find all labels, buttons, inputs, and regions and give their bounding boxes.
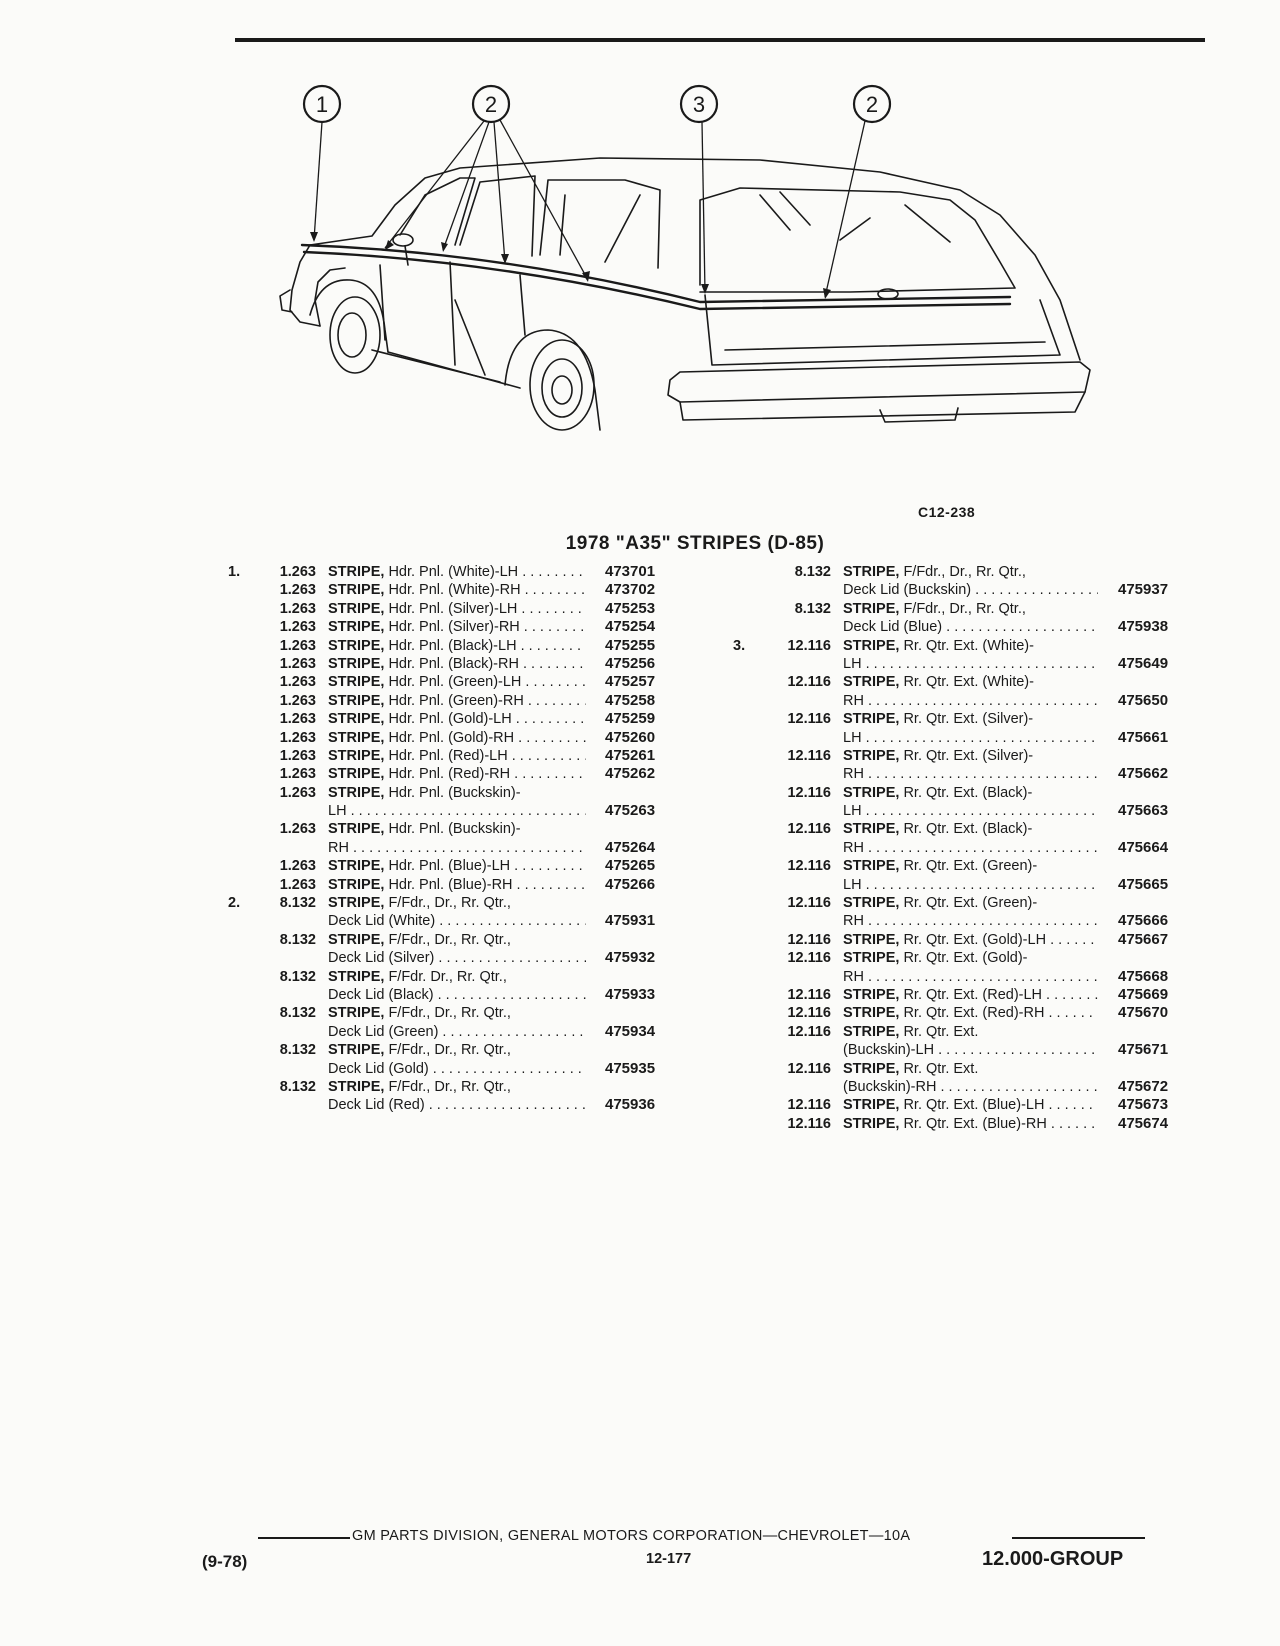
part-description-cont: [328, 949, 586, 967]
callout-3: 3: [692, 92, 706, 117]
description-text: F/Fdr., Dr., Rr. Qtr.,: [903, 564, 1026, 580]
illustration-ref: 12.116: [787, 1023, 831, 1040]
part-description-cont: [843, 1078, 1098, 1096]
part-number: 475665: [1118, 875, 1169, 893]
part-name: STRIPE,: [328, 637, 385, 654]
illustration-ref: 12.116: [787, 931, 831, 948]
description-text: Hdr. Pnl. (Red)-RH: [388, 766, 511, 783]
part-number: 475260: [605, 728, 656, 746]
illustration-ref: 1.263: [279, 729, 316, 746]
illustration-ref: 1.263: [279, 766, 316, 783]
illustration-ref: 8.132: [279, 1005, 316, 1022]
description-text: LH: [843, 876, 862, 893]
callout-1: 1: [315, 92, 329, 117]
part-name: STRIPE,: [843, 895, 900, 912]
part-description-cont: [328, 839, 586, 857]
part-description: [843, 986, 1098, 1004]
illustration-ref: 1.263: [279, 564, 316, 580]
description-text: RH: [843, 913, 864, 930]
part-number: 473702: [605, 581, 656, 599]
part-description: [843, 747, 1098, 765]
part-name: STRIPE,: [843, 564, 900, 580]
part-description: [843, 894, 1098, 912]
description-text: (Buckskin)-RH: [843, 1078, 937, 1095]
description-text: F/Fdr., Dr., Rr. Qtr.,: [388, 1005, 511, 1022]
part-name: STRIPE,: [328, 931, 385, 948]
part-number: 475259: [605, 710, 656, 728]
footer-rule-right: [1012, 1537, 1145, 1539]
illustration-ref: 1.263: [279, 784, 316, 801]
part-description: [328, 857, 586, 875]
illustration-ref: 1.263: [279, 655, 316, 672]
part-description-cont: [843, 968, 1098, 986]
part-description-cont: [843, 765, 1098, 783]
part-name: STRIPE,: [843, 821, 900, 838]
group-number: 12.000-GROUP: [982, 1548, 1124, 1570]
illustration-ref: 8.132: [279, 1078, 316, 1095]
illustration-ref: 8.132: [794, 600, 831, 617]
part-description: [328, 618, 586, 636]
part-description-cont: [328, 1096, 586, 1114]
part-name: STRIPE,: [843, 931, 900, 948]
part-description-cont: [843, 692, 1098, 710]
part-number: 473701: [605, 563, 656, 580]
description-text: F/Fdr., Dr., Rr. Qtr.,: [388, 931, 511, 948]
part-number: 475266: [605, 875, 656, 893]
part-number: 475673: [1118, 1096, 1169, 1114]
illustration-ref: 8.132: [279, 931, 316, 948]
part-number: 475937: [1118, 581, 1169, 599]
part-description: [843, 600, 1098, 618]
illustration-ref: 8.132: [279, 1042, 316, 1059]
callout-2b: 2: [865, 92, 879, 117]
illustration-ref: 1.263: [279, 619, 316, 636]
part-name: STRIPE,: [843, 637, 900, 654]
description-text: Rr. Qtr. Ext.: [903, 1060, 979, 1077]
description-text: Rr. Qtr. Ext. (Green)-: [903, 895, 1038, 912]
part-number: 475667: [1118, 930, 1169, 948]
part-name: STRIPE,: [328, 747, 385, 764]
part-description-cont: [328, 1023, 586, 1041]
figure-code: C12-238: [918, 504, 976, 520]
part-name: STRIPE,: [843, 986, 900, 1003]
description-text: Deck Lid (Black): [328, 986, 434, 1003]
part-name: STRIPE,: [328, 711, 385, 728]
illustration-ref: 12.116: [787, 784, 831, 801]
description-text: F/Fdr. Dr., Rr. Qtr.,: [388, 968, 507, 985]
part-description-cont: [843, 912, 1098, 930]
station-wagon-stripe-diagram: [0, 0, 1280, 500]
description-text: Rr. Qtr. Ext. (Black)-: [903, 821, 1033, 838]
description-text: Hdr. Pnl. (Silver)-LH: [388, 600, 518, 617]
part-description: [843, 1115, 1098, 1133]
part-name: STRIPE,: [328, 674, 385, 691]
illustration-ref: 12.116: [787, 986, 831, 1003]
part-description: [843, 949, 1098, 967]
description-text: RH: [328, 839, 349, 856]
part-description-cont: [843, 581, 1098, 599]
part-name: STRIPE,: [843, 784, 900, 801]
part-description-cont: [843, 802, 1098, 820]
description-text: Hdr. Pnl. (Gold)-RH: [388, 729, 515, 746]
illustration-ref: 12.116: [787, 1115, 831, 1132]
description-text: Rr. Qtr. Ext. (Green)-: [903, 858, 1038, 875]
item-number: 2.: [228, 895, 241, 912]
description-text: Rr. Qtr. Ext. (Silver)-: [903, 747, 1034, 764]
part-number: 475261: [605, 746, 656, 764]
description-text: Hdr. Pnl. (Buckskin)-: [388, 784, 521, 801]
description-text: Rr. Qtr. Ext. (Red)-RH: [903, 1005, 1045, 1022]
part-number: 475262: [605, 765, 656, 783]
part-description: [843, 673, 1098, 691]
illustration-ref: 1.263: [279, 876, 316, 893]
description-text: F/Fdr., Dr., Rr. Qtr.,: [903, 600, 1026, 617]
illustration-ref: 8.132: [794, 564, 831, 580]
section-heading: 1978 "A35" STRIPES (D-85): [565, 533, 825, 554]
part-name: STRIPE,: [328, 821, 385, 838]
part-description: [328, 820, 586, 838]
description-text: Rr. Qtr. Ext. (Blue)-LH: [903, 1097, 1045, 1114]
description-text: Deck Lid (Blue): [843, 619, 943, 636]
illustration-ref: 12.116: [787, 858, 831, 875]
description-text: Deck Lid (Red): [328, 1097, 425, 1114]
part-number: 475650: [1118, 691, 1169, 709]
part-name: STRIPE,: [328, 582, 385, 599]
illustration-ref: 12.116: [787, 674, 831, 691]
part-description-cont: [843, 876, 1098, 894]
part-name: STRIPE,: [328, 1042, 385, 1059]
illustration-ref: 1.263: [279, 692, 316, 709]
illustration-ref: 12.116: [787, 895, 831, 912]
description-text: Hdr. Pnl. (Red)-LH: [388, 747, 508, 764]
description-text: Hdr. Pnl. (Blue)-LH: [388, 858, 511, 875]
description-text: Rr. Qtr. Ext. (Blue)-RH: [903, 1115, 1047, 1132]
description-text: Rr. Qtr. Ext. (Silver)-: [903, 711, 1034, 728]
part-number: 475257: [605, 673, 656, 691]
description-text: LH: [843, 729, 862, 746]
description-text: Hdr. Pnl. (Black)-LH: [388, 637, 517, 654]
part-name: STRIPE,: [843, 858, 900, 875]
part-description: [328, 655, 586, 673]
description-text: Rr. Qtr. Ext. (White)-: [903, 674, 1034, 691]
part-name: STRIPE,: [843, 1115, 900, 1132]
callout-2: 2: [484, 92, 498, 117]
part-number: 475664: [1118, 838, 1169, 856]
part-description: [328, 876, 586, 894]
part-description: [843, 1096, 1098, 1114]
description-text: Hdr. Pnl. (Black)-RH: [388, 655, 519, 672]
description-text: LH: [843, 655, 862, 672]
description-text: Rr. Qtr. Ext. (Gold)-LH: [903, 931, 1047, 948]
illustration-ref: 1.263: [279, 747, 316, 764]
part-description: [328, 1004, 586, 1022]
part-name: STRIPE,: [328, 766, 385, 783]
illustration-ref: 12.116: [787, 747, 831, 764]
illustration-ref: 1.263: [279, 582, 316, 599]
part-description: [843, 931, 1098, 949]
item-number: 1.: [228, 564, 241, 580]
part-number: 475932: [605, 949, 656, 967]
part-number: 475935: [605, 1059, 656, 1077]
description-text: Rr. Qtr. Ext. (White)-: [903, 637, 1034, 654]
description-text: Rr. Qtr. Ext. (Black)-: [903, 784, 1033, 801]
part-description: [328, 765, 586, 783]
part-description: [843, 710, 1098, 728]
part-name: STRIPE,: [328, 1078, 385, 1095]
illustration-ref: 1.263: [279, 600, 316, 617]
part-description: [843, 784, 1098, 802]
part-description: [328, 1078, 586, 1096]
part-number: 475931: [605, 912, 656, 930]
part-number: 475258: [605, 691, 656, 709]
description-text: RH: [843, 692, 864, 709]
description-text: Hdr. Pnl. (Silver)-RH: [388, 619, 520, 636]
illustration-ref: 1.263: [279, 637, 316, 654]
part-number: 475263: [605, 802, 656, 820]
part-number: 475663: [1118, 802, 1169, 820]
illustration-ref: 12.116: [787, 1005, 831, 1022]
part-description: [843, 820, 1098, 838]
part-description: [328, 729, 586, 747]
part-name: STRIPE,: [843, 1060, 900, 1077]
description-text: Rr. Qtr. Ext. (Red)-LH: [903, 986, 1043, 1003]
description-text: Rr. Qtr. Ext. (Gold)-: [903, 950, 1028, 967]
part-description: [843, 1023, 1098, 1041]
part-description: [843, 1004, 1098, 1022]
footer-division: GM PARTS DIVISION, GENERAL MOTORS CORPORATION—CHEVROLET—10A: [352, 1528, 911, 1544]
description-text: Hdr. Pnl. (Green)-RH: [388, 692, 524, 709]
part-number: 475938: [1118, 618, 1169, 636]
part-description: [328, 637, 586, 655]
footer-rule-left: [258, 1537, 350, 1539]
illustration-ref: 1.263: [279, 674, 316, 691]
part-description: [843, 563, 1098, 581]
part-number: 475662: [1118, 765, 1169, 783]
illustration-ref: 1.263: [279, 711, 316, 728]
description-text: Hdr. Pnl. (Blue)-RH: [388, 876, 513, 893]
part-name: STRIPE,: [328, 655, 385, 672]
description-text: Deck Lid (Gold): [328, 1060, 429, 1077]
part-number: 475255: [605, 636, 656, 654]
part-name: STRIPE,: [328, 619, 385, 636]
part-description: [328, 600, 586, 618]
part-number: 475253: [605, 599, 656, 617]
description-text: RH: [843, 766, 864, 783]
illustration-ref: 12.116: [787, 1097, 831, 1114]
description-text: Deck Lid (Green): [328, 1023, 439, 1040]
part-description-cont: [843, 839, 1098, 857]
description-text: Hdr. Pnl. (Buckskin)-: [388, 821, 521, 838]
part-description-cont: [328, 986, 586, 1004]
part-description-cont: [843, 1041, 1098, 1059]
part-name: STRIPE,: [328, 895, 385, 912]
part-description-cont: [843, 618, 1098, 636]
part-name: STRIPE,: [328, 692, 385, 709]
illustration-ref: 12.116: [787, 950, 831, 967]
description-text: LH: [843, 803, 862, 820]
part-description-cont: [328, 1060, 586, 1078]
part-number: 475254: [605, 618, 656, 636]
part-name: STRIPE,: [328, 968, 385, 985]
part-name: STRIPE,: [843, 950, 900, 967]
part-name: STRIPE,: [328, 876, 385, 893]
part-number: 475936: [605, 1096, 656, 1114]
part-description: [328, 747, 586, 765]
illustration-ref: 12.116: [787, 637, 831, 654]
part-description: [328, 581, 586, 599]
description-text: F/Fdr., Dr., Rr. Qtr.,: [388, 1078, 511, 1095]
illustration-ref: 1.263: [279, 821, 316, 838]
part-name: STRIPE,: [328, 784, 385, 801]
page-number: 12-177: [646, 1551, 692, 1567]
part-number: 475933: [605, 985, 656, 1003]
illustration-ref: 8.132: [279, 968, 316, 985]
description-text: Hdr. Pnl. (White)-LH: [388, 564, 519, 580]
description-text: Rr. Qtr. Ext.: [903, 1023, 979, 1040]
illustration-ref: 8.132: [279, 895, 316, 912]
description-text: RH: [843, 968, 864, 985]
part-description: [843, 857, 1098, 875]
illustration-ref: 12.116: [787, 711, 831, 728]
part-name: STRIPE,: [843, 711, 900, 728]
description-text: Hdr. Pnl. (White)-RH: [388, 582, 521, 599]
part-description: [843, 637, 1098, 655]
part-name: STRIPE,: [843, 600, 900, 617]
part-description: [328, 894, 586, 912]
illustration-ref: 12.116: [787, 821, 831, 838]
part-description: [328, 692, 586, 710]
part-name: STRIPE,: [843, 674, 900, 691]
part-name: STRIPE,: [328, 858, 385, 875]
part-number: 475661: [1118, 728, 1169, 746]
description-text: RH: [843, 839, 864, 856]
description-text: (Buckskin)-LH: [843, 1042, 935, 1059]
part-number: 475671: [1118, 1041, 1169, 1059]
part-number: 475670: [1118, 1004, 1169, 1022]
part-number: 475256: [605, 654, 656, 672]
part-number: 475649: [1118, 654, 1169, 672]
part-number: 475264: [605, 838, 656, 856]
illustration-ref: 1.263: [279, 858, 316, 875]
part-name: STRIPE,: [843, 1023, 900, 1040]
description-text: Deck Lid (White): [328, 913, 436, 930]
part-name: STRIPE,: [328, 1005, 385, 1022]
item-number: 3.: [733, 637, 746, 654]
description-text: Deck Lid (Silver): [328, 950, 435, 967]
description-text: Deck Lid (Buckskin): [843, 582, 972, 599]
part-name: STRIPE,: [843, 747, 900, 764]
part-description-cont: [328, 912, 586, 930]
description-text: Hdr. Pnl. (Green)-LH: [388, 674, 522, 691]
part-number: 475934: [605, 1022, 656, 1040]
part-description: [328, 784, 586, 802]
part-number: 475668: [1118, 967, 1169, 985]
part-number: 475666: [1118, 912, 1169, 930]
part-description: [328, 931, 586, 949]
part-number: 475265: [605, 857, 656, 875]
part-description-cont: [843, 655, 1098, 673]
part-description: [328, 968, 586, 986]
part-name: STRIPE,: [328, 729, 385, 746]
description-text: F/Fdr., Dr., Rr. Qtr.,: [388, 1042, 511, 1059]
part-name: STRIPE,: [843, 1005, 900, 1022]
part-number: 475669: [1118, 985, 1169, 1003]
part-description: [328, 673, 586, 691]
part-description: [328, 710, 586, 728]
description-text: F/Fdr., Dr., Rr. Qtr.,: [388, 895, 511, 912]
part-description: [843, 1060, 1098, 1078]
part-description-cont: [328, 802, 586, 820]
part-description-cont: [843, 729, 1098, 747]
part-number: 475672: [1118, 1077, 1169, 1095]
part-number: 475674: [1118, 1114, 1169, 1132]
description-text: LH: [328, 803, 347, 820]
part-name: STRIPE,: [328, 600, 385, 617]
part-description: [328, 1041, 586, 1059]
part-name: STRIPE,: [328, 564, 385, 580]
description-text: Hdr. Pnl. (Gold)-LH: [388, 711, 512, 728]
footer-date: (9-78): [202, 1552, 248, 1571]
part-description: [328, 563, 586, 581]
part-name: STRIPE,: [843, 1097, 900, 1114]
illustration-ref: 12.116: [787, 1060, 831, 1077]
